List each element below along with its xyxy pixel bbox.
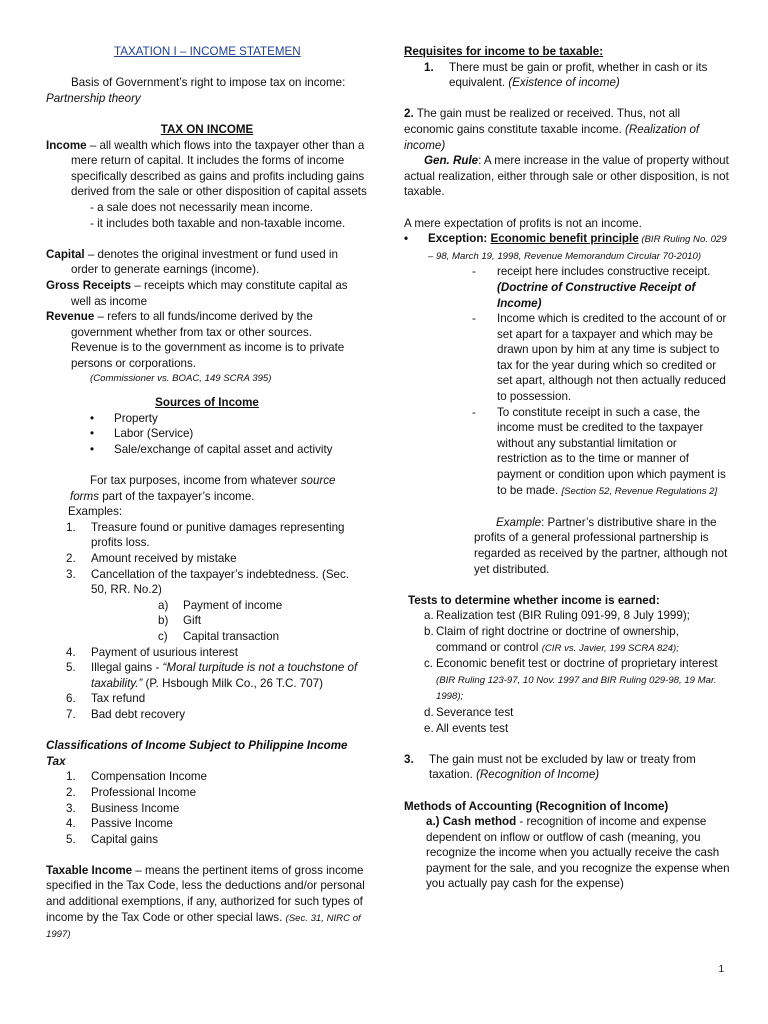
- list-item: • Labor (Service): [90, 427, 194, 441]
- income-note-1: - a sale does not necessarily mean income.: [90, 200, 313, 214]
- list-item: 3. Cancellation of the taxpayer’s indebtedness. (Sec. 50, RR. No.2): [66, 567, 350, 597]
- list-item: e. All events test: [424, 721, 509, 735]
- list-item: 7. Bad debt recovery: [66, 707, 186, 721]
- list-item: 2. Amount received by mistake: [66, 552, 237, 565]
- exception-item: • Exception: Economic benefit principle (BIR Ruling No. 029 – 98, March 19, 1998, Revenue Memorandum Circular 70-2010): [404, 232, 727, 262]
- source-text-2: forms part of the taxpayer’s income.: [70, 489, 255, 503]
- income-definition: Income – all wealth which flows into the taxpayer other than a mere return of capital. It includes the forms of income specifically described as gains and profits including gains derived from the sale or other disposition of capital assets: [46, 138, 367, 199]
- capital-definition: Capital – denotes the original investment or fund used in order to generate earnings (income).: [46, 247, 338, 277]
- right-column: [404, 44, 730, 892]
- page-number: 1: [718, 964, 724, 976]
- left-column: [46, 44, 368, 943]
- list-item: 4. Passive Income: [66, 817, 173, 831]
- classifications-list: [46, 769, 368, 847]
- requisites-heading: Requisites for income to be taxable:: [404, 45, 604, 58]
- requisite-2: 2. The gain must be realized or received. Thus, not all economic gains constitute taxable income. (Realization of income): [404, 107, 700, 152]
- examples-label: Examples:: [68, 505, 123, 519]
- list-item: 5. Illegal gains - “Moral turpitude is not a touchstone of taxability.” (P. Hsbough Milk Co., 26 T.C. 707): [66, 661, 358, 690]
- methods-heading: Methods of Accounting (Recognition of Income): [404, 799, 669, 813]
- list-item: 2. Professional Income: [66, 785, 197, 799]
- list-item: a. Realization test (BIR Ruling 091-99, 8 July 1999);: [424, 609, 690, 623]
- list-item: 1. Compensation Income: [66, 770, 207, 784]
- requisite-1: 1. There must be gain or profit, whether in cash or its equivalent. (Existence of income): [424, 60, 708, 90]
- examples-list: [46, 520, 368, 723]
- sources-list: [46, 411, 368, 458]
- list-item: d. Severance test: [424, 705, 514, 719]
- taxable-income-definition: Taxable Income – means the pertinent items of gross income specified in the Tax Code, less the deductions and/or personal and additional exemptions, if any, authorized for such types of income by the Tax Code or other special laws. (Sec. 31, NIRC of 1997): [46, 863, 365, 941]
- cash-method: a.) Cash method - recognition of income and expense dependent on inflow or outflow of cash (meaning, you recognize the income when you actually receive the cash payment for the sale, and you recognize the expense when you actually pay cash for the expense): [426, 815, 730, 891]
- list-item: • Property: [90, 411, 158, 425]
- list-item: 5. Capital gains: [66, 832, 159, 846]
- list-item: 1. Treasure found or punitive damages representing profits loss.: [66, 520, 345, 550]
- tests-heading: Tests to determine whether income is earned:: [408, 593, 660, 607]
- constructive-receipt-list: [404, 264, 730, 499]
- list-item: • Sale/exchange of capital asset and activity: [90, 442, 333, 456]
- basis-theory: Partnership theory: [46, 91, 141, 105]
- revenue-definition: Revenue – refers to all funds/income derived by the government whether from tax or other sources.: [46, 310, 313, 339]
- list-item: a) Payment of income: [158, 598, 283, 612]
- gross-receipts-definition: Gross Receipts – receipts which may constitute capital as well as income: [46, 278, 348, 308]
- requisite-3: 3. The gain must not be excluded by law or treaty from taxation. (Recognition of Income): [404, 752, 696, 782]
- tax-on-income-heading: TAX ON INCOME: [160, 122, 254, 136]
- list-item: - receipt here includes constructive receipt. (Doctrine of Constructive Receipt of Income): [472, 265, 711, 310]
- list-item: 6. Tax refund: [66, 692, 146, 706]
- document-title: TAXATION I – INCOME STATEMEN: [114, 45, 301, 58]
- source-text: For tax purposes, income from whatever source: [90, 474, 336, 488]
- list-item: - Income which is credited to the account of or set apart for a taxpayer and which may be drawn upon by him at any time is subject to tax for the year during which so credited or set apart, although not then actually reduced to possession.: [472, 312, 727, 404]
- income-note-2: - it includes both taxable and non-taxable income.: [90, 216, 346, 230]
- sub-examples-list: [66, 598, 368, 645]
- basis-text: Basis of Government’s right to impose tax on income:: [71, 76, 346, 90]
- example-text: Example: Partner’s distributive share in the profits of a general professional partnership is regarded as received by the partner, although not yet distributed.: [474, 515, 728, 576]
- expectation-text: A mere expectation of profits is not an income.: [404, 216, 642, 230]
- list-item: 3. Business Income: [66, 801, 180, 815]
- tests-list: [404, 608, 730, 736]
- list-item: b. Claim of right doctrine or doctrine of ownership, command or control (CIR vs. Javier, 199 SCRA 824);: [424, 624, 679, 654]
- classifications-heading: Classifications of Income Subject to Philippine Income Tax: [46, 739, 348, 768]
- list-item: c. Economic benefit test or doctrine of proprietary interest (BIR Ruling 123-97, 10 Nov. 1997 and BIR Ruling 029-98, 19 Mar. 1998);: [424, 657, 718, 703]
- list-item: - To constitute receipt in such a case, the income must be credited to the taxpayer without any substantial limitation or restriction as to the time or manner of payment or condition upon which payment is to be made. [Section 52, Revenue Regulations 2]: [472, 405, 726, 497]
- sources-heading: Sources of Income: [155, 396, 259, 410]
- list-item: b) Gift: [158, 614, 202, 628]
- general-rule: Gen. Rule: A mere increase in the value of property without actual realization, either through sale or other disposition, is not taxable.: [404, 154, 729, 199]
- list-item: c) Capital transaction: [158, 629, 280, 643]
- revenue-note: Revenue is to the government as income is to private persons or corporations.: [71, 341, 345, 370]
- revenue-citation: (Commissioner vs. BOAC, 149 SCRA 395): [90, 373, 272, 385]
- list-item: 4. Payment of usurious interest: [66, 645, 238, 659]
